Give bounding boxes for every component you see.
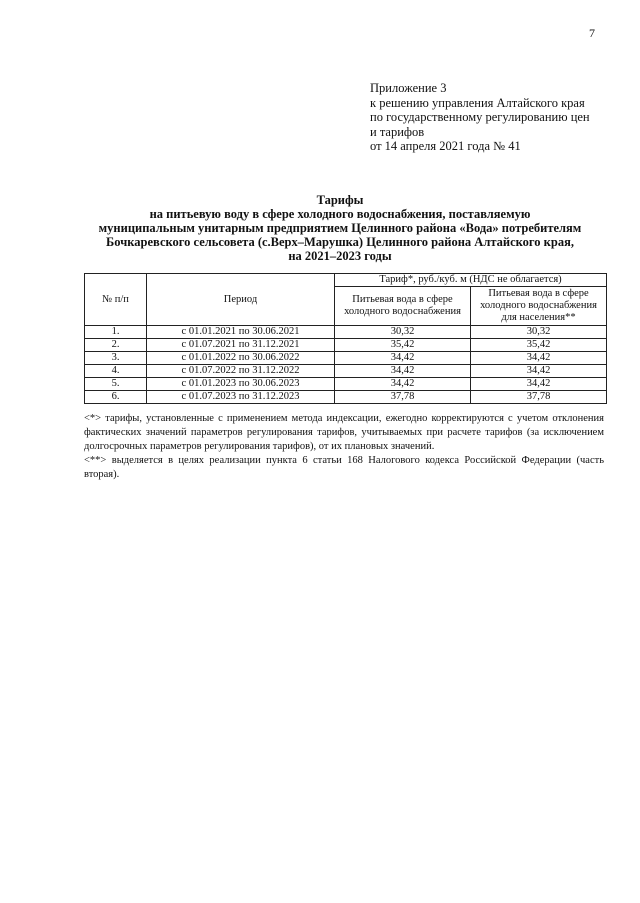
cell-tariff-population: 35,42: [471, 339, 607, 352]
cell-number: 3.: [85, 352, 147, 365]
header-tariff-cold-water: Питьевая вода в сфере холодного водоснабжения: [335, 287, 471, 326]
cell-tariff-population: 34,42: [471, 352, 607, 365]
title-line: Тарифы: [316, 193, 364, 207]
cell-period: с 01.01.2021 по 30.06.2021: [147, 326, 335, 339]
cell-tariff-population: 34,42: [471, 365, 607, 378]
footnote-indexation: <*> тарифы, установленные с применением метода индексации, ежегодно корректируются с учетом отклонения фактических значений параметров регулирования тарифов, учитываемых при расчете тарифов (за исключением долгосрочных параметров регулирования тарифов), от их плановых значений.: [84, 413, 604, 452]
cell-number: 6.: [85, 391, 147, 404]
footnote-vat: <**> выделяется в целях реализации пункта 6 статьи 168 Налогового кодекса Российской Федерации (часть вторая).: [84, 455, 604, 480]
tariff-table: [84, 273, 607, 404]
appendix-line: от 14 апреля 2021 года № 41: [370, 139, 521, 153]
header-number: № п/п: [85, 274, 147, 326]
cell-tariff: 37,78: [335, 391, 471, 404]
table-header-row: [85, 274, 607, 287]
cell-period: с 01.01.2022 по 30.06.2022: [147, 352, 335, 365]
cell-period: с 01.07.2021 по 31.12.2021: [147, 339, 335, 352]
title-line: Бочкаревского сельсовета (с.Верх–Марушка) Целинного района Алтайского края,: [106, 235, 574, 249]
cell-tariff: 34,42: [335, 365, 471, 378]
header-tariff-group: Тариф*, руб./куб. м (НДС не облагается): [335, 274, 607, 287]
cell-tariff-population: 34,42: [471, 378, 607, 391]
table-row: [85, 391, 607, 404]
table-row: [85, 378, 607, 391]
table-row: [85, 352, 607, 365]
title-line: на питьевую воду в сфере холодного водоснабжения, поставляемую: [149, 207, 531, 221]
appendix-line: к решению управления Алтайского края: [370, 95, 585, 110]
appendix-line: Приложение 3: [370, 81, 447, 95]
cell-number: 1.: [85, 326, 147, 339]
appendix-reference: [370, 81, 590, 154]
appendix-line: и тарифов: [370, 124, 425, 139]
cell-tariff-population: 30,32: [471, 326, 607, 339]
cell-number: 5.: [85, 378, 147, 391]
page-number: 7: [589, 26, 595, 40]
title-line: на 2021–2023 годы: [288, 249, 392, 263]
header-tariff-population: Питьевая вода в сфере холодного водоснабжения для населения**: [471, 287, 607, 326]
header-period: Период: [147, 274, 335, 326]
cell-tariff: 34,42: [335, 378, 471, 391]
cell-tariff-population: 37,78: [471, 391, 607, 404]
table-row: [85, 326, 607, 339]
cell-period: с 01.07.2023 по 31.12.2023: [147, 391, 335, 404]
cell-tariff: 35,42: [335, 339, 471, 352]
title-line: муниципальным унитарным предприятием Целинного района «Вода» потребителям: [98, 221, 582, 235]
cell-tariff: 30,32: [335, 326, 471, 339]
cell-number: 2.: [85, 339, 147, 352]
cell-number: 4.: [85, 365, 147, 378]
table-row: [85, 339, 607, 352]
appendix-line: по государственному регулированию цен: [370, 110, 590, 124]
footnotes: [84, 412, 604, 482]
table-row: [85, 365, 607, 378]
cell-period: с 01.07.2022 по 31.12.2022: [147, 365, 335, 378]
cell-tariff: 34,42: [335, 352, 471, 365]
document-title: [70, 193, 610, 263]
cell-period: с 01.01.2023 по 30.06.2023: [147, 378, 335, 391]
